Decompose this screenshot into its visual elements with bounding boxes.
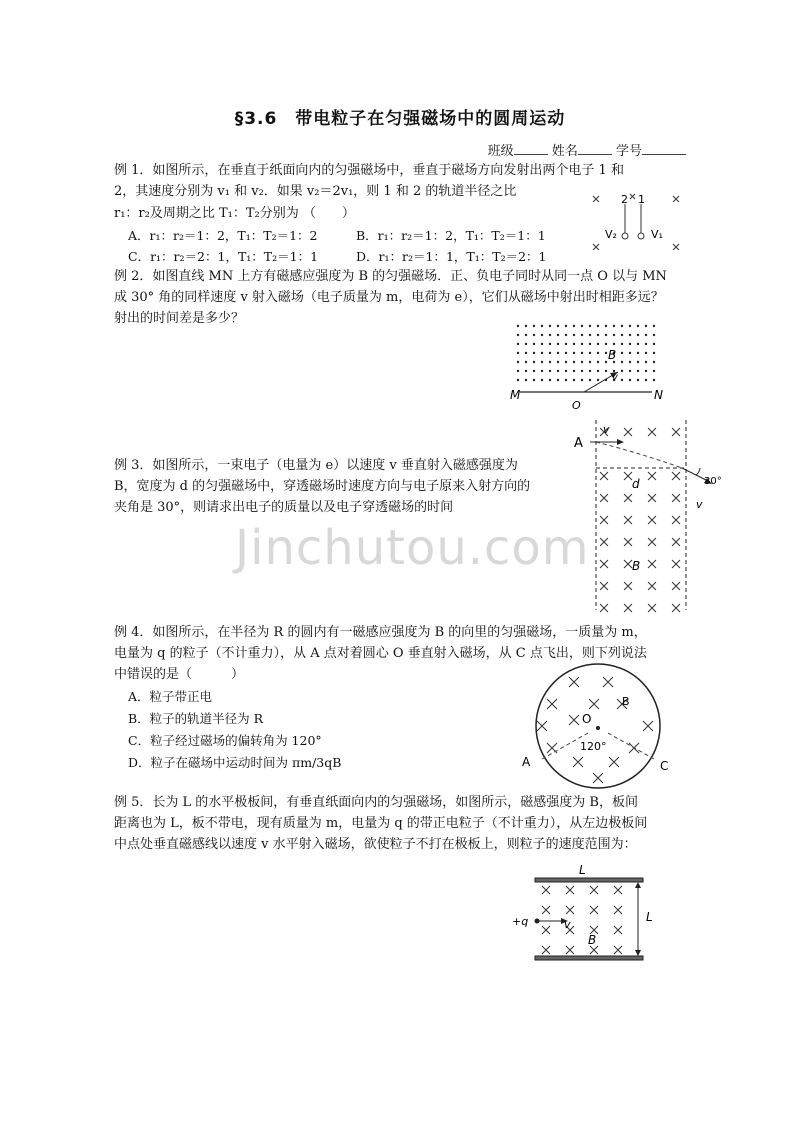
field-dot	[597, 379, 599, 381]
field-dot	[629, 325, 631, 327]
field-dot	[653, 325, 655, 327]
ex4-line3: 中错误的是（ ）	[114, 667, 245, 682]
field-cross-mark	[672, 494, 680, 502]
field-dot	[557, 379, 559, 381]
ex1-label-v2: V₂	[605, 228, 617, 241]
class-blank	[514, 154, 548, 155]
field-dot	[549, 352, 551, 354]
field-dot	[645, 325, 647, 327]
field-cross-mark	[537, 721, 547, 731]
field-cross-mark	[672, 582, 680, 590]
field-dot	[565, 379, 567, 381]
field-dot	[573, 352, 575, 354]
field-dot	[549, 379, 551, 381]
field-cross-mark	[648, 538, 656, 546]
student-info	[488, 140, 686, 159]
field-cross-mark	[624, 428, 632, 436]
ex1-option-b: B．r₁：r₂＝1：2，T₁：T₂＝1：1	[356, 228, 546, 243]
field-dot	[581, 334, 583, 336]
field-dot	[533, 352, 535, 354]
ex5-line1: 例 5．长为 L 的水平极板间，有垂直纸面向内的匀强磁场，如图所示，磁感强度为 B，板间	[114, 795, 638, 810]
field-dot	[613, 343, 615, 345]
field-dot	[525, 325, 527, 327]
field-dot	[621, 361, 623, 363]
field-dot	[525, 361, 527, 363]
field-cross-mark	[648, 472, 656, 480]
ex2-label-n: N	[654, 388, 663, 402]
field-dot	[517, 352, 519, 354]
ex3-label-angle: 30°	[704, 476, 722, 487]
field-dot	[565, 352, 567, 354]
field-cross-mark	[542, 926, 550, 934]
field-dot	[565, 334, 567, 336]
field-cross-mark	[648, 582, 656, 590]
field-cross-mark	[573, 757, 583, 767]
ex3-line1: 例 3．如图所示，一束电子（电量为 e）以速度 v 垂直射入磁感强度为	[114, 458, 518, 473]
field-dot	[541, 343, 543, 345]
field-cross-mark	[590, 906, 598, 914]
field-dot	[525, 343, 527, 345]
field-dot	[573, 334, 575, 336]
field-dot	[549, 325, 551, 327]
ex4-label-b: B	[622, 695, 630, 708]
field-dot	[573, 370, 575, 372]
field-dot	[541, 334, 543, 336]
field-dot	[573, 325, 575, 327]
field-dot	[629, 370, 631, 372]
ex2-line2: 成 30° 角的同样速度 v 射入磁场（电子质量为 m，电荷为 e），它们从磁场中射出时相距多远？	[114, 290, 664, 305]
field-dot	[637, 325, 639, 327]
field-dot	[533, 379, 535, 381]
field-cross-mark	[590, 946, 598, 954]
field-dot	[629, 334, 631, 336]
field-dot	[541, 379, 543, 381]
field-dot	[517, 343, 519, 345]
page-title: §3.6 带电粒子在匀强磁场中的圆周运动	[234, 109, 566, 129]
watermark: Jinchutou.com	[235, 520, 590, 576]
ex4-option-c: C．粒子经过磁场的偏转角为 120°	[128, 733, 322, 748]
field-dot	[589, 352, 591, 354]
field-dot	[557, 334, 559, 336]
field-cross-mark	[600, 494, 608, 502]
field-dot	[597, 370, 599, 372]
field-dot	[621, 343, 623, 345]
field-cross-mark	[569, 677, 579, 687]
field-dot	[629, 379, 631, 381]
field-cross-mark	[614, 886, 622, 894]
field-cross-mark	[603, 677, 613, 687]
field-dot	[565, 361, 567, 363]
field-dot	[629, 361, 631, 363]
field-cross-mark	[569, 715, 579, 725]
ex4-option-d: D．粒子在磁场中运动时间为 πm/3qB	[128, 755, 342, 770]
field-dot	[637, 370, 639, 372]
field-dot	[597, 352, 599, 354]
field-cross-mark	[648, 560, 656, 568]
field-dot	[541, 325, 543, 327]
field-dot	[565, 325, 567, 327]
field-dot	[597, 361, 599, 363]
ex1-figure	[585, 190, 695, 265]
ex5-figure	[508, 862, 668, 967]
field-cross-mark	[672, 604, 680, 612]
field-dot	[525, 379, 527, 381]
field-cross-mark	[624, 538, 632, 546]
class-label: 班级	[487, 144, 514, 159]
field-dot	[589, 379, 591, 381]
ex5-label-l-top: L	[579, 863, 586, 877]
field-cross-mark	[593, 773, 603, 783]
field-dot	[653, 352, 655, 354]
field-dot	[549, 361, 551, 363]
field-cross-mark	[600, 604, 608, 612]
ex2-label-v: v	[612, 372, 618, 383]
field-dot	[589, 325, 591, 327]
field-dot	[637, 343, 639, 345]
name-label: 姓名	[551, 144, 578, 159]
field-dot	[517, 325, 519, 327]
field-cross-mark	[600, 538, 608, 546]
ex2-line3: 射出的时间差是多少？	[114, 311, 245, 326]
field-dot	[605, 334, 607, 336]
ex1-option-d: D．r₁：r₂＝1：1，T₁：T₂＝2：1	[356, 249, 547, 264]
field-dot	[541, 370, 543, 372]
field-dot	[533, 370, 535, 372]
field-dot	[653, 361, 655, 363]
field-dot	[581, 325, 583, 327]
field-dot	[645, 352, 647, 354]
ex1-option-a: A．r₁：r₂＝1：2，T₁：T₂＝1：2	[128, 228, 318, 243]
field-dot	[565, 343, 567, 345]
field-dot	[605, 343, 607, 345]
ex4-label-angle: 120°	[580, 740, 607, 753]
field-dot	[565, 370, 567, 372]
ex2-label-m: M	[510, 388, 521, 402]
ex3-figure	[570, 418, 730, 613]
ex4-line1: 例 4．如图所示，在半径为 R 的圆内有一磁感应强度为 B 的向里的匀强磁场，一质量为 m，	[114, 625, 647, 640]
field-cross-mark	[624, 516, 632, 524]
ex2-figure	[510, 320, 663, 412]
field-dot	[621, 352, 623, 354]
ex5-label-b: B	[588, 933, 597, 947]
field-cross-mark	[672, 560, 680, 568]
field-dot	[549, 370, 551, 372]
field-dot	[525, 352, 527, 354]
field-dot	[637, 379, 639, 381]
field-cross-mark	[624, 472, 632, 480]
field-dot	[517, 361, 519, 363]
ex2-label-o: O	[572, 399, 581, 412]
ex2-line1: 例 2．如图直线 MN 上方有磁感应强度为 B 的匀强磁场．正、负电子同时从同一点 O 以与 MN	[114, 269, 667, 284]
field-dot	[533, 334, 535, 336]
field-dot	[573, 379, 575, 381]
ex5-line2: 距离也为 L，板不带电，现有质量为 m，电量为 q 的带正电粒子（不计重力），从左边极板间	[114, 816, 648, 831]
field-dot	[629, 352, 631, 354]
ex1-label-v1: V₁	[651, 228, 663, 241]
field-dot	[605, 370, 607, 372]
field-dot	[533, 343, 535, 345]
field-cross-mark	[672, 428, 680, 436]
field-dot	[653, 343, 655, 345]
ex4-option-a: A．粒子带正电	[128, 689, 213, 704]
ex1-label-1: 1	[638, 193, 645, 206]
field-dot	[589, 370, 591, 372]
field-dot	[525, 334, 527, 336]
field-dot	[645, 370, 647, 372]
field-dot	[613, 325, 615, 327]
field-dot	[533, 361, 535, 363]
ex1-line3: r₁：r₂及周期之比 T₁：T₂分别为 （ ）	[114, 206, 355, 221]
field-dot	[589, 343, 591, 345]
field-cross-mark	[648, 604, 656, 612]
name-blank	[578, 154, 612, 155]
field-dot	[605, 352, 607, 354]
field-cross-mark	[600, 516, 608, 524]
field-dot	[653, 370, 655, 372]
field-cross-mark	[624, 604, 632, 612]
field-dot	[517, 370, 519, 372]
field-cross-mark	[624, 494, 632, 502]
ex5-line3: 中点处垂直磁感线以速度 v 水平射入磁场，欲使粒子不打在极板上，则粒子的速度范围为：	[114, 837, 637, 852]
field-cross-mark	[624, 582, 632, 590]
field-dot	[557, 352, 559, 354]
ex1-option-c: C．r₁：r₂＝2：1，T₁：T₂＝1：1	[128, 249, 319, 264]
ex3-line3: 夹角是 30°，则请求出电子的质量以及电子穿透磁场的时间	[114, 500, 454, 515]
ex5-label-q: +q	[512, 915, 529, 928]
field-dot	[589, 334, 591, 336]
ex3-label-v: v	[696, 498, 703, 511]
ex5-label-l-right: L	[646, 910, 653, 924]
field-cross-mark	[672, 472, 680, 480]
field-dot	[629, 343, 631, 345]
field-cross-mark	[542, 886, 550, 894]
field-dot	[525, 370, 527, 372]
field-dot	[605, 361, 607, 363]
field-dot	[597, 334, 599, 336]
field-dot	[597, 343, 599, 345]
id-label: 学号	[615, 144, 642, 159]
field-dot	[557, 343, 559, 345]
field-cross-mark	[648, 494, 656, 502]
field-dot	[541, 361, 543, 363]
field-dot	[597, 325, 599, 327]
field-cross-mark	[589, 699, 599, 709]
field-dot	[573, 343, 575, 345]
field-dot	[645, 334, 647, 336]
field-dot	[637, 334, 639, 336]
field-dot	[645, 379, 647, 381]
field-cross-mark	[542, 906, 550, 914]
field-dot	[557, 325, 559, 327]
field-dot	[605, 325, 607, 327]
ex1-label-2: 2	[621, 193, 628, 206]
ex2-label-b: B	[608, 348, 617, 362]
field-dot	[581, 361, 583, 363]
ex4-label-a: A	[522, 755, 531, 769]
ex5-label-v: v	[564, 918, 571, 931]
field-dot	[581, 379, 583, 381]
field-cross-mark	[643, 721, 653, 731]
field-cross-mark	[648, 428, 656, 436]
field-cross-mark	[614, 906, 622, 914]
field-cross-mark	[566, 906, 574, 914]
field-dot	[621, 370, 623, 372]
field-dot	[517, 379, 519, 381]
field-dot	[621, 325, 623, 327]
field-dot	[557, 370, 559, 372]
ex3-label-b: B	[632, 559, 641, 573]
ex4-line2: 电量为 q 的粒子（不计重力），从 A 点对着圆心 O 垂直射入磁场，从 C 点飞出，则下列说法	[114, 646, 647, 661]
field-cross-mark	[672, 516, 680, 524]
ex4-label-c: C	[660, 759, 669, 773]
field-dot	[653, 379, 655, 381]
field-cross-mark	[566, 946, 574, 954]
field-dot	[613, 334, 615, 336]
field-cross-mark	[609, 757, 619, 767]
ex3-label-v-top: v	[603, 423, 610, 436]
field-dot	[573, 361, 575, 363]
field-cross-mark	[614, 946, 622, 954]
field-dot	[621, 379, 623, 381]
field-dot	[581, 352, 583, 354]
field-dot	[637, 361, 639, 363]
field-cross-mark	[614, 926, 622, 934]
field-dot	[541, 352, 543, 354]
field-dot	[533, 325, 535, 327]
field-dot	[645, 361, 647, 363]
ex3-line2: B，宽度为 d 的匀强磁场中，穿透磁场时速度方向与电子原来入射方向的	[114, 479, 531, 494]
field-cross-mark	[624, 560, 632, 568]
ex1-line2: 2，其速度分别为 v₁ 和 v₂．如果 v₂＝2v₁，则 1 和 2 的轨道半径之比	[114, 184, 517, 199]
field-dot	[581, 343, 583, 345]
field-cross-mark	[648, 516, 656, 524]
ex1-line1: 例 1．如图所示，在垂直于纸面向内的匀强磁场中，垂直于磁场方向发射出两个电子 1 和	[114, 163, 624, 178]
field-dot	[549, 334, 551, 336]
field-dot	[557, 361, 559, 363]
field-dot	[621, 334, 623, 336]
field-dot	[653, 334, 655, 336]
field-cross-mark	[600, 560, 608, 568]
ex3-label-a: A	[574, 436, 583, 451]
ex3-label-d: d	[632, 477, 640, 491]
field-cross-mark	[600, 472, 608, 480]
field-dot	[645, 343, 647, 345]
field-dot	[517, 334, 519, 336]
field-cross-mark	[547, 699, 557, 709]
field-cross-mark	[566, 886, 574, 894]
ex4-figure	[518, 670, 678, 800]
field-cross-mark	[590, 886, 598, 894]
field-cross-mark	[600, 582, 608, 590]
field-dot	[589, 361, 591, 363]
field-cross-mark	[542, 946, 550, 954]
field-dot	[581, 370, 583, 372]
ex4-label-o: O	[582, 712, 592, 726]
field-cross-mark	[672, 538, 680, 546]
id-blank	[642, 154, 686, 155]
ex4-option-b: B．粒子的轨道半径为 R	[128, 711, 264, 726]
field-dot	[637, 352, 639, 354]
field-dot	[549, 343, 551, 345]
